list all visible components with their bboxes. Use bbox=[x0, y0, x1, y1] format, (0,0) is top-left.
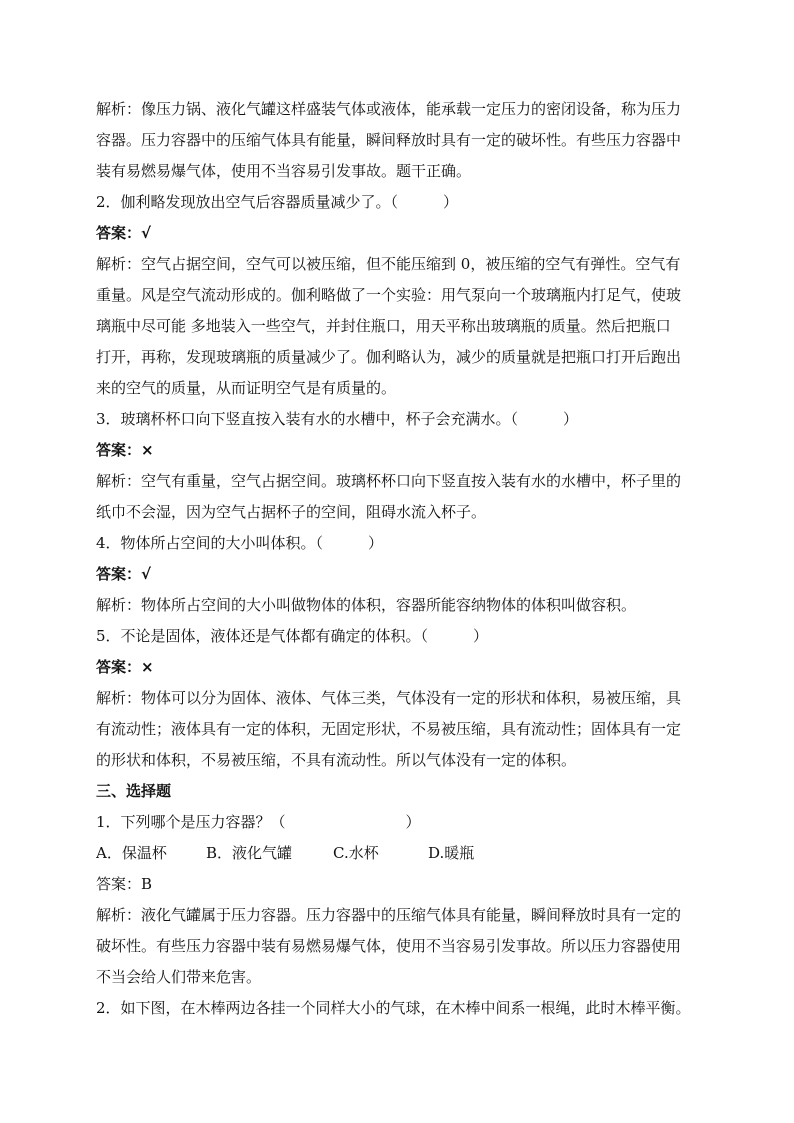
analysis-line: 重量。风是空气流动形成的。伽利略做了一个实验：用气泵向一个玻璃瓶内打足气，使玻 bbox=[96, 286, 682, 304]
answer-3: 答案：× bbox=[96, 441, 154, 459]
analysis-line: 有流动性；液体具有一定的体积，无固定形状，不易被压缩，具有流动性；固体具有一定 bbox=[96, 720, 682, 738]
document-page bbox=[96, 94, 736, 1024]
question-3: 3．玻璃杯杯口向下竖直按入装有水的水槽中，杯子会充满水。（ ） bbox=[96, 410, 579, 428]
section-heading: 三、选择题 bbox=[96, 782, 172, 800]
option-d: D.暖瓶 bbox=[428, 844, 475, 862]
analysis-line: 解析：液化气罐属于压力容器。压力容器中的压缩气体具有能量，瞬间释放时具有一定的 bbox=[96, 906, 682, 924]
analysis-line: 装有易燃易爆气体，使用不当容易引发事故。题干正确。 bbox=[96, 162, 472, 180]
analysis-line: 纸巾不会湿，因为空气占据杯子的空间，阻碍水流入杯子。 bbox=[96, 503, 487, 521]
question-5: 5．不论是固体，液体还是气体都有确定的体积。（ ） bbox=[96, 627, 489, 645]
choice-question-2: 2．如下图，在木棒两边各挂一个同样大小的气球，在木棒中间系一根绳，此时木棒平衡。 bbox=[96, 999, 691, 1017]
answer-2: 答案：√ bbox=[96, 224, 152, 242]
question-2: 2．伽利略发现放出空气后容器质量减少了。（ ） bbox=[96, 193, 459, 211]
option-c: C.水杯 bbox=[333, 844, 379, 862]
analysis-line: 破坏性。有些压力容器中装有易燃易爆气体，使用不当容易引发事故。所以压力容器使用 bbox=[96, 937, 682, 955]
analysis-line: 解析：物体可以分为固体、液体、气体三类，气体没有一定的形状和体积，易被压缩，具 bbox=[96, 689, 682, 707]
analysis-line: 打开，再称，发现玻璃瓶的质量减少了。伽利略认为，减少的质量就是把瓶口打开后跑出 bbox=[96, 348, 682, 366]
analysis-line: 璃瓶中尽可能 多地装入一些空气，并封住瓶口，用天平称出玻璃瓶的质量。然后把瓶口 bbox=[96, 317, 671, 335]
answer-5: 答案：× bbox=[96, 658, 154, 676]
analysis-line: 解析：像压力锅、液化气罐这样盛装气体或液体，能承载一定压力的密闭设备，称为压力 bbox=[96, 100, 682, 118]
analysis-line: 不当会给人们带来危害。 bbox=[96, 968, 262, 986]
choice-options bbox=[96, 838, 736, 869]
analysis-line: 解析：空气占据空间，空气可以被压缩，但不能压缩到 0，被压缩的空气有弹性。空气有 bbox=[96, 255, 681, 273]
option-b: B．液化气罐 bbox=[206, 844, 293, 862]
choice-question-1: 1．下列哪个是压力容器？（ ） bbox=[96, 813, 421, 831]
answer-4: 答案：√ bbox=[96, 565, 152, 583]
analysis-line: 的形状和体积，不易被压缩，不具有流动性。所以气体没有一定的体积。 bbox=[96, 751, 577, 769]
analysis-line: 解析：物体所占空间的大小叫做物体的体积，容器所能容纳物体的体积叫做容积。 bbox=[96, 596, 637, 614]
question-4: 4．物体所占空间的大小叫体积。（ ） bbox=[96, 534, 384, 552]
option-a: A．保温杯 bbox=[96, 844, 167, 862]
analysis-line: 解析：空气有重量，空气占据空间。玻璃杯杯口向下竖直按入装有水的水槽中，杯子里的 bbox=[96, 472, 682, 490]
analysis-line: 容器。压力容器中的压缩气体具有能量，瞬间释放时具有一定的破坏性。有些压力容器中 bbox=[96, 131, 682, 149]
choice-answer-1: 答案：B bbox=[96, 875, 153, 893]
analysis-line: 来的空气的质量，从而证明空气是有质量的。 bbox=[96, 379, 397, 397]
